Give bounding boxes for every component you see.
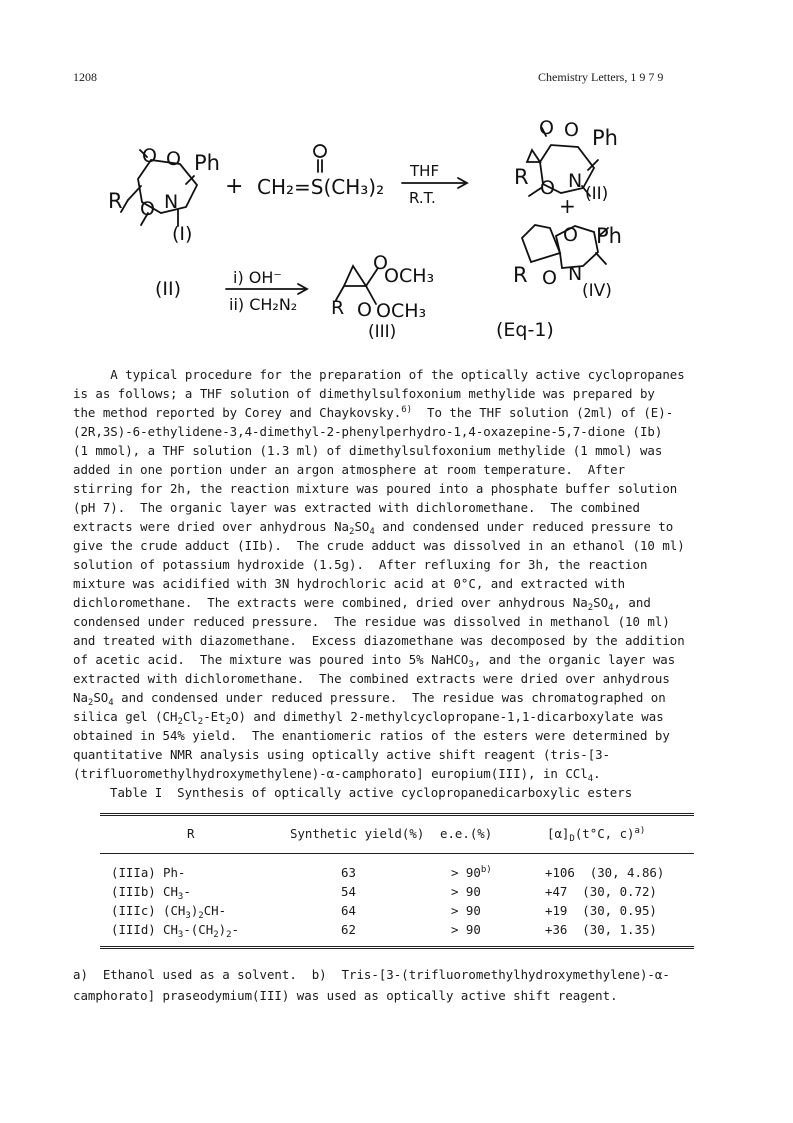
- table-header-r: R: [187, 826, 195, 841]
- table-row-d-yield: 62: [341, 922, 356, 937]
- compound-IV-R: R: [513, 263, 528, 287]
- table-mid-rule: [100, 853, 694, 854]
- compound-I-R: R: [108, 189, 123, 213]
- compound-II-label: (II): [585, 184, 609, 204]
- body-line-20: obtained in 54% yield. The enantiomeric ratios of the esters were determined by: [73, 728, 670, 743]
- compound-I-label: (I): [172, 223, 193, 245]
- compound-IV-oxygen-1: O: [563, 224, 578, 246]
- body-line-6: added in one portion under an argon atmosphere at room temperature. After: [73, 462, 626, 477]
- body-line-12: mixture was acidified with 3N hydrochloric acid at 0°C, and extracted with: [73, 576, 626, 591]
- table-row-d-ee: > 90: [451, 922, 481, 937]
- body-line-16: of acetic acid. The mixture was poured into 5% NaHCO$_3$, and the organic layer was: [73, 652, 676, 670]
- table-row-b-r: $CH_3-$: [163, 884, 191, 902]
- table-row-c-rotation: +19 (30, 0.95): [545, 903, 657, 918]
- table-top-rule: [100, 813, 694, 814]
- table-row-b-rotation: +47 (30, 0.72): [545, 884, 657, 899]
- body-line-7: stirring for 2h, the reaction mixture was poured into a phosphate buffer solution: [73, 481, 678, 496]
- compound-IV-cyclopentane: [522, 225, 560, 262]
- table-row-a-rotation: +106 (30, 4.86): [545, 865, 665, 880]
- body-line-13: dichloromethane. The extracts were combined, dried over anhydrous $Na_2SO_4$, and: [73, 595, 651, 613]
- table-top-rule-2: [100, 815, 694, 816]
- compound-III-cyclopropane: [344, 266, 366, 286]
- body-line-4: (2R,3S)-6-ethylidene-3,4-dimethyl-2-phenylperhydro-1,4-oxazepine-5,7-dione (Ib): [73, 424, 663, 439]
- plus-sign-2: +: [559, 194, 576, 218]
- compound-IV-nitrogen: N: [568, 263, 583, 285]
- compound-IV-label: (IV): [582, 281, 612, 301]
- table-header-yield: Synthetic yield(%): [290, 826, 425, 841]
- compound-III-R: R: [331, 297, 345, 319]
- journal-header: Chemistry Letters, 1 9 7 9: [538, 70, 664, 84]
- table-header-ee: e.e.(%): [440, 826, 493, 841]
- body-line-19: silica gel $(CH_2Cl_2-Et_2O)$ and dimethyl 2-methylcyclopropane-1,1-dicarboxylate was: [73, 709, 664, 727]
- body-line-3: the method reported by Corey and Chaykovsky.$^{6)}$ To the THF solution (2ml) of (E)-: [73, 405, 674, 420]
- table-row-b-yield: 54: [341, 884, 356, 899]
- table-row-c-id: (IIIc): [111, 903, 156, 918]
- table-row-c-ee: > 90: [451, 903, 481, 918]
- body-line-14: condensed under reduced pressure. The residue was dissolved in methanol (10 ml): [73, 614, 670, 629]
- body-line-1: A typical procedure for the preparation of the optically active cyclopropanes: [73, 367, 685, 382]
- body-line-22: (trifluoromethylhydroxymethylene)-α-camphorato] europium(III), in CCl$_4$.: [73, 766, 601, 784]
- footnote-line-2: camphorato] praseodymium(III) was used as optically active shift reagent.: [73, 988, 618, 1003]
- body-line-5: (1 mmol), a THF solution (1.3 ml) of dimethylsulfoxonium methylide (1 mmol) was: [73, 443, 663, 458]
- reference-6: 6): [401, 405, 413, 415]
- compound-I-nitrogen: N: [164, 191, 179, 213]
- body-line-8: (pH 7). The organic layer was extracted with dichloromethane. The combined: [73, 500, 640, 515]
- compound-IV-phenyl: Ph: [596, 224, 622, 248]
- solvent-label: THF: [410, 162, 440, 180]
- compound-II-ref: (II): [155, 278, 182, 300]
- body-line-2: is as follows; a THF solution of dimethylsulfoxonium methylide was prepared by: [73, 386, 655, 401]
- table-bottom-rule-2: [100, 948, 694, 949]
- compound-II-oxygen-1: O: [539, 117, 554, 139]
- body-line-21: quantitative NMR analysis using optically active shift reagent (tris-[3-: [73, 747, 611, 762]
- compound-IV-oxygen-2: O: [542, 267, 557, 289]
- compound-III-ester-2: OCH₃: [376, 300, 427, 322]
- table-row-a-yield: 63: [341, 865, 356, 880]
- table-row-d-id: (IIId): [111, 922, 156, 937]
- body-line-9: extracts were dried over anhydrous $Na_2SO_4$ and condensed under reduced pressure to: [73, 519, 674, 537]
- table-caption: Table I Synthesis of optically active cyclopropanedicarboxylic esters: [110, 785, 633, 800]
- compound-III-carbonyl-O-2: O: [357, 299, 372, 321]
- compound-II-oxygen-3: O: [540, 177, 555, 199]
- table-row-b-id: (IIIb): [111, 884, 156, 899]
- compound-I-oxygen-3: O: [140, 198, 155, 220]
- equation-label: (Eq-1): [496, 319, 554, 341]
- table-row-a-ee: > $90^{b)}$: [451, 865, 492, 880]
- compound-II-nitrogen: N: [568, 170, 583, 192]
- compound-I-oxygen-1: O: [142, 145, 157, 167]
- table-row-c-yield: 64: [341, 903, 356, 918]
- plus-sign-1: +: [225, 174, 244, 199]
- table-row-c-r: $(CH_3)_2CH-$: [163, 903, 227, 921]
- table-row-b-ee: > 90: [451, 884, 481, 899]
- compound-II-R: R: [514, 165, 529, 189]
- compound-III-carbonyl-O-1: O: [373, 252, 388, 274]
- compound-III-label: (III): [368, 322, 397, 342]
- reagent-formula: CH₂=S(CH₃)₂: [257, 175, 385, 199]
- table-row-a-id: (IIIa): [111, 865, 156, 880]
- table-row-d-rotation: +36 (30, 1.35): [545, 922, 657, 937]
- table-header-rotation: $[\alpha]_D(t^\circ C$, c)$^{a)}$: [547, 826, 646, 844]
- table-row-a-r: Ph-: [163, 865, 186, 880]
- body-line-15: and treated with diazomethane. Excess diazomethane was decomposed by the addition: [73, 633, 685, 648]
- compound-I-oxygen-2: O: [166, 148, 181, 170]
- footnote-line-1: a) Ethanol used as a solvent. b) Tris-[3-(trifluoromethylhydroxymethylene)-α-: [73, 967, 670, 982]
- condition-label: R.T.: [409, 189, 436, 207]
- compound-I-phenyl: Ph: [194, 151, 220, 175]
- step-i-label: i) OH⁻: [233, 268, 282, 287]
- body-line-17: extracted with dichloromethane. The combined extracts were dried over anhydrous: [73, 671, 670, 686]
- body-line-10: give the crude adduct (IIb). The crude adduct was dissolved in an ethanol (10 ml): [73, 538, 685, 553]
- compound-II-oxygen-2: O: [564, 119, 579, 141]
- compound-III-ester-1: OCH₃: [384, 265, 435, 287]
- table-bottom-rule: [100, 946, 694, 947]
- page-number: 1208: [73, 70, 97, 84]
- reaction-scheme: [0, 0, 793, 350]
- table-row-d-r: $CH_3-(CH_2)_2-$: [163, 922, 239, 940]
- body-line-11: solution of potassium hydroxide (1.5g). After refluxing for 3h, the reaction: [73, 557, 648, 572]
- step-ii-label: ii) CH₂N₂: [229, 295, 298, 314]
- compound-II-phenyl: Ph: [592, 126, 618, 150]
- body-line-18: $Na_2SO_4$ and condensed under reduced pressure. The residue was chromatographed on: [73, 690, 666, 708]
